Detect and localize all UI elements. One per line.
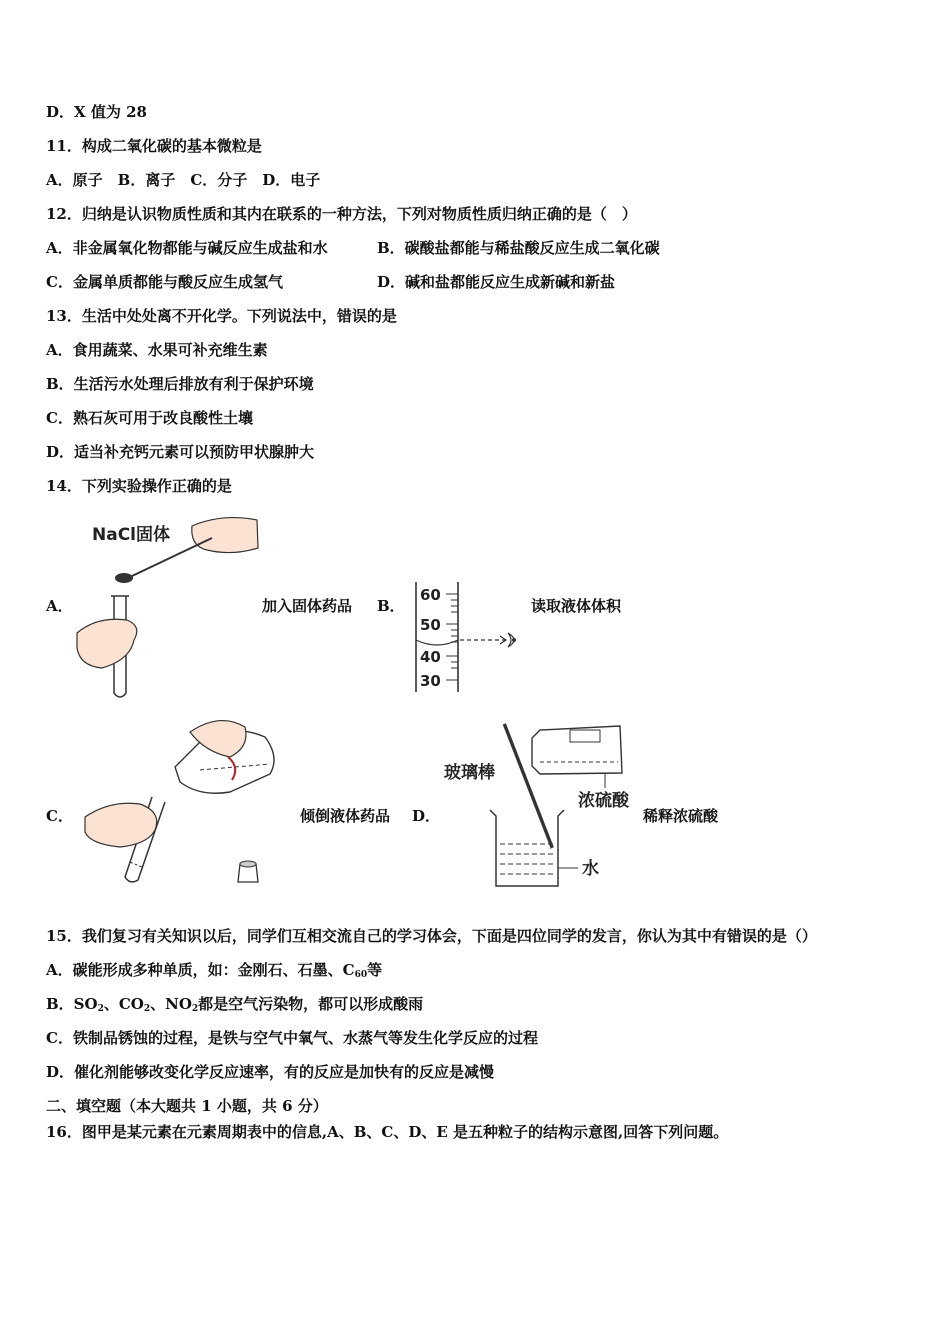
tick-40: 40 bbox=[420, 648, 441, 666]
acid-label: 浓硫酸 bbox=[578, 791, 629, 811]
q12-option-b: B．碳酸盐都能与稀盐酸反应生成二氧化碳 bbox=[377, 239, 660, 257]
section-title: 二、填空题（本大题共 1 小题，共 6 分） bbox=[46, 1097, 328, 1115]
q13-option-d: D．适当补充钙元素可以预防甲状腺肿大 bbox=[46, 443, 315, 461]
tick-30: 30 bbox=[420, 672, 441, 690]
q14-label-a: A． bbox=[46, 597, 73, 615]
tick-60: 60 bbox=[420, 586, 441, 604]
q11-options: A．原子 B．离子 C．分子 D．电子 bbox=[46, 171, 321, 189]
q12-option-a: A．非金属氧化物都能与碱反应生成盐和水 bbox=[46, 239, 328, 257]
q14-label-c: C． bbox=[46, 807, 73, 825]
q13-stem: 13．生活中处处离不开化学。下列说法中，错误的是 bbox=[46, 307, 397, 325]
q16-stem: 16．图甲是某元素在元素周期表中的信息,A、B、C、D、E 是五种粒子的结构示意图,回答下列问题。 bbox=[46, 1123, 729, 1141]
q11-stem: 11．构成二氧化碳的基本微粒是 bbox=[46, 137, 262, 155]
figure-dilute-acid bbox=[440, 718, 645, 890]
q12-option-c: C．金属单质都能与酸反应生成氢气 bbox=[46, 273, 283, 291]
q12-option-d: D．碱和盐都能反应生成新碱和新盐 bbox=[377, 273, 616, 291]
q14-label-b: B． bbox=[377, 597, 405, 615]
figure-add-solid bbox=[72, 508, 262, 703]
q10-option-d: D．X 值为 28 bbox=[46, 103, 147, 121]
q15-option-d: D．催化剂能够改变化学反应速率，有的反应是加快有的反应是减慢 bbox=[46, 1063, 495, 1081]
q13-option-a: A．食用蔬菜、水果可补充维生素 bbox=[46, 341, 268, 359]
q15-stem: 15．我们复习有关知识以后，同学们互相交流自己的学习体会，下面是四位同学的发言，你认为其中有错误的是（） bbox=[46, 927, 817, 945]
q14-caption-b: 读取液体体积 bbox=[531, 597, 622, 615]
glass-rod-label: 玻璃棒 bbox=[444, 763, 495, 783]
q14-stem: 14．下列实验操作正确的是 bbox=[46, 477, 232, 495]
q14-caption-a: 加入固体药品 bbox=[262, 597, 353, 615]
water-label: 水 bbox=[582, 859, 599, 879]
add-solid-illustration bbox=[72, 508, 262, 703]
q15-option-c: C．铁制品锈蚀的过程，是铁与空气中氧气、水蒸气等发生化学反应的过程 bbox=[46, 1029, 538, 1047]
q14-caption-d: 稀释浓硫酸 bbox=[643, 807, 719, 825]
q13-option-b: B．生活污水处理后排放有利于保护环境 bbox=[46, 375, 314, 393]
q15-option-a: A．碳能形成多种单质，如：金刚石、石墨、$C_{60}$等 bbox=[46, 961, 383, 980]
nacl-label: NaCl固体 bbox=[92, 525, 171, 545]
q13-option-c: C．熟石灰可用于改良酸性土壤 bbox=[46, 409, 253, 427]
q14-caption-c: 倾倒液体药品 bbox=[300, 807, 391, 825]
cylinder-illustration bbox=[408, 580, 533, 695]
figure-pour-liquid bbox=[80, 712, 290, 892]
figure-read-volume bbox=[408, 580, 533, 695]
dilute-acid-illustration bbox=[440, 718, 645, 890]
q15-option-b: B．$SO_2$、$CO_2$、$NO_2$都是空气污染物，都可以形成酸雨 bbox=[46, 995, 424, 1014]
q12-stem: 12．归纳是认识物质性质和其内在联系的一种方法，下列对物质性质归纳正确的是（ ） bbox=[46, 205, 637, 223]
tick-50: 50 bbox=[420, 616, 441, 634]
q14-label-d: D． bbox=[412, 807, 441, 825]
pour-liquid-illustration bbox=[80, 712, 290, 892]
